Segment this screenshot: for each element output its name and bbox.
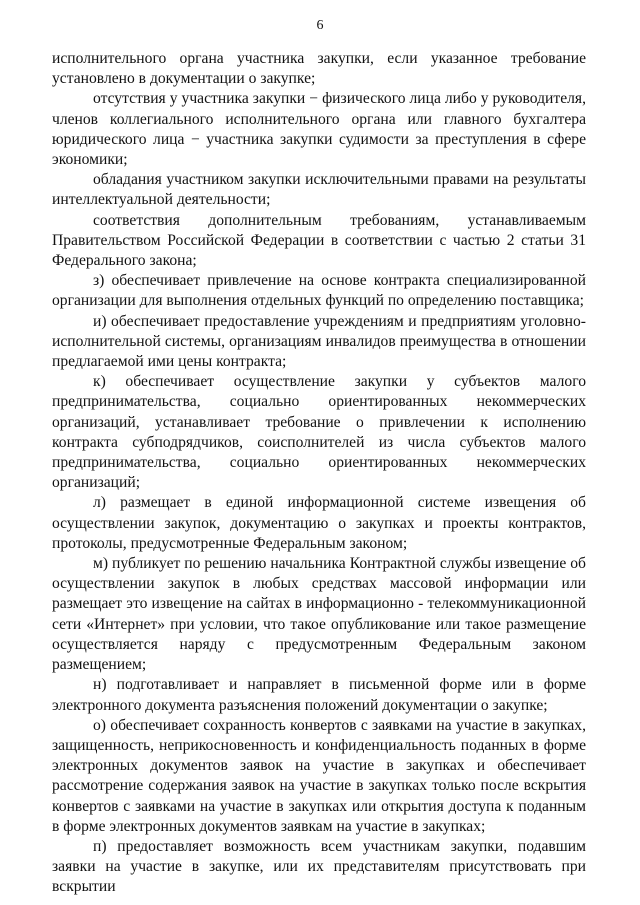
paragraph-item-p: п) предоставляет возможность всем участникам закупки, подавшим заявки на участие в закупке, или их представителям присутствовать при вскрытии <box>52 837 586 896</box>
paragraph-item-n: н) подготавливает и направляет в письменной форме или в форме электронного документа разъяснения положений документации о закупке; <box>52 676 586 714</box>
page-number: 6 <box>316 18 324 33</box>
paragraph-item-k: к) обеспечивает осуществление закупки у субъектов малого предпринимательства, социально ориентированных некоммерческих организаций, устанавливает требование о привлечении к исполнению контракта субподрядчиков, соисполнителей из числа субъектов малого предпринимательства, социально ориентированных некоммерческих организаций; <box>52 373 586 492</box>
paragraph-additional-requirements: соответствия дополнительным требованиям, устанавливаемым Правительством Российской Федерации в соответствии с частью 2 статьи 31 Федерального закона; <box>52 211 586 270</box>
paragraph-item-z: з) обеспечивает привлечение на основе контракта специализированной организации для выполнения отдельных функций по определению поставщика; <box>52 272 586 310</box>
paragraph-item-l: л) размещает в единой информационной системе извещения об осуществлении закупок, документацию о закупках и проекты контрактов, протоколы, предусмотренные Федеральным законом; <box>52 494 586 552</box>
paragraph-item-o: о) обеспечивает сохранность конвертов с заявками на участие в закупках, защищенность, неприкосновенность и конфиденциальность поданных в форме электронных документов заявок на участие в закупках и обеспечивает рассмотрение содержания заявок на участие в закупках только после вскрытия конвертов с заявками на участие в закупках или открытия доступа к поданным в форме электронных документов заявкам на участие в закупках; <box>52 716 586 835</box>
paragraph-exclusive-rights: обладания участником закупки исключительными правами на результаты интеллектуальной деятельности; <box>52 171 586 209</box>
document-body <box>52 49 586 898</box>
paragraph-item-i: и) обеспечивает предоставление учреждениям и предприятиям уголовно-исполнительной системы, организациям инвалидов преимущества в отношении предлагаемой ими цены контракта; <box>52 312 586 371</box>
paragraph-no-criminal-record: отсутствия у участника закупки − физического лица либо у руководителя, членов коллегиального исполнительного органа или главного бухгалтера юридического лица − участника закупки судимости за преступления в сфере экономики; <box>52 90 586 169</box>
paragraph-item-m: м) публикует по решению начальника Контрактной службы извещение об осуществлении закупок в любых средствах массовой информации или размещает это извещение на сайтах в информационно - телекоммуникационной сети «Интернет» при условии, что такое опубликование или такое размещение осуществляется наряду с предусмотренным Федеральным законом размещением; <box>52 555 586 674</box>
paragraph-executive-body: исполнительного органа участника закупки, если указанное требование установлено в документации о закупке; <box>52 50 586 88</box>
